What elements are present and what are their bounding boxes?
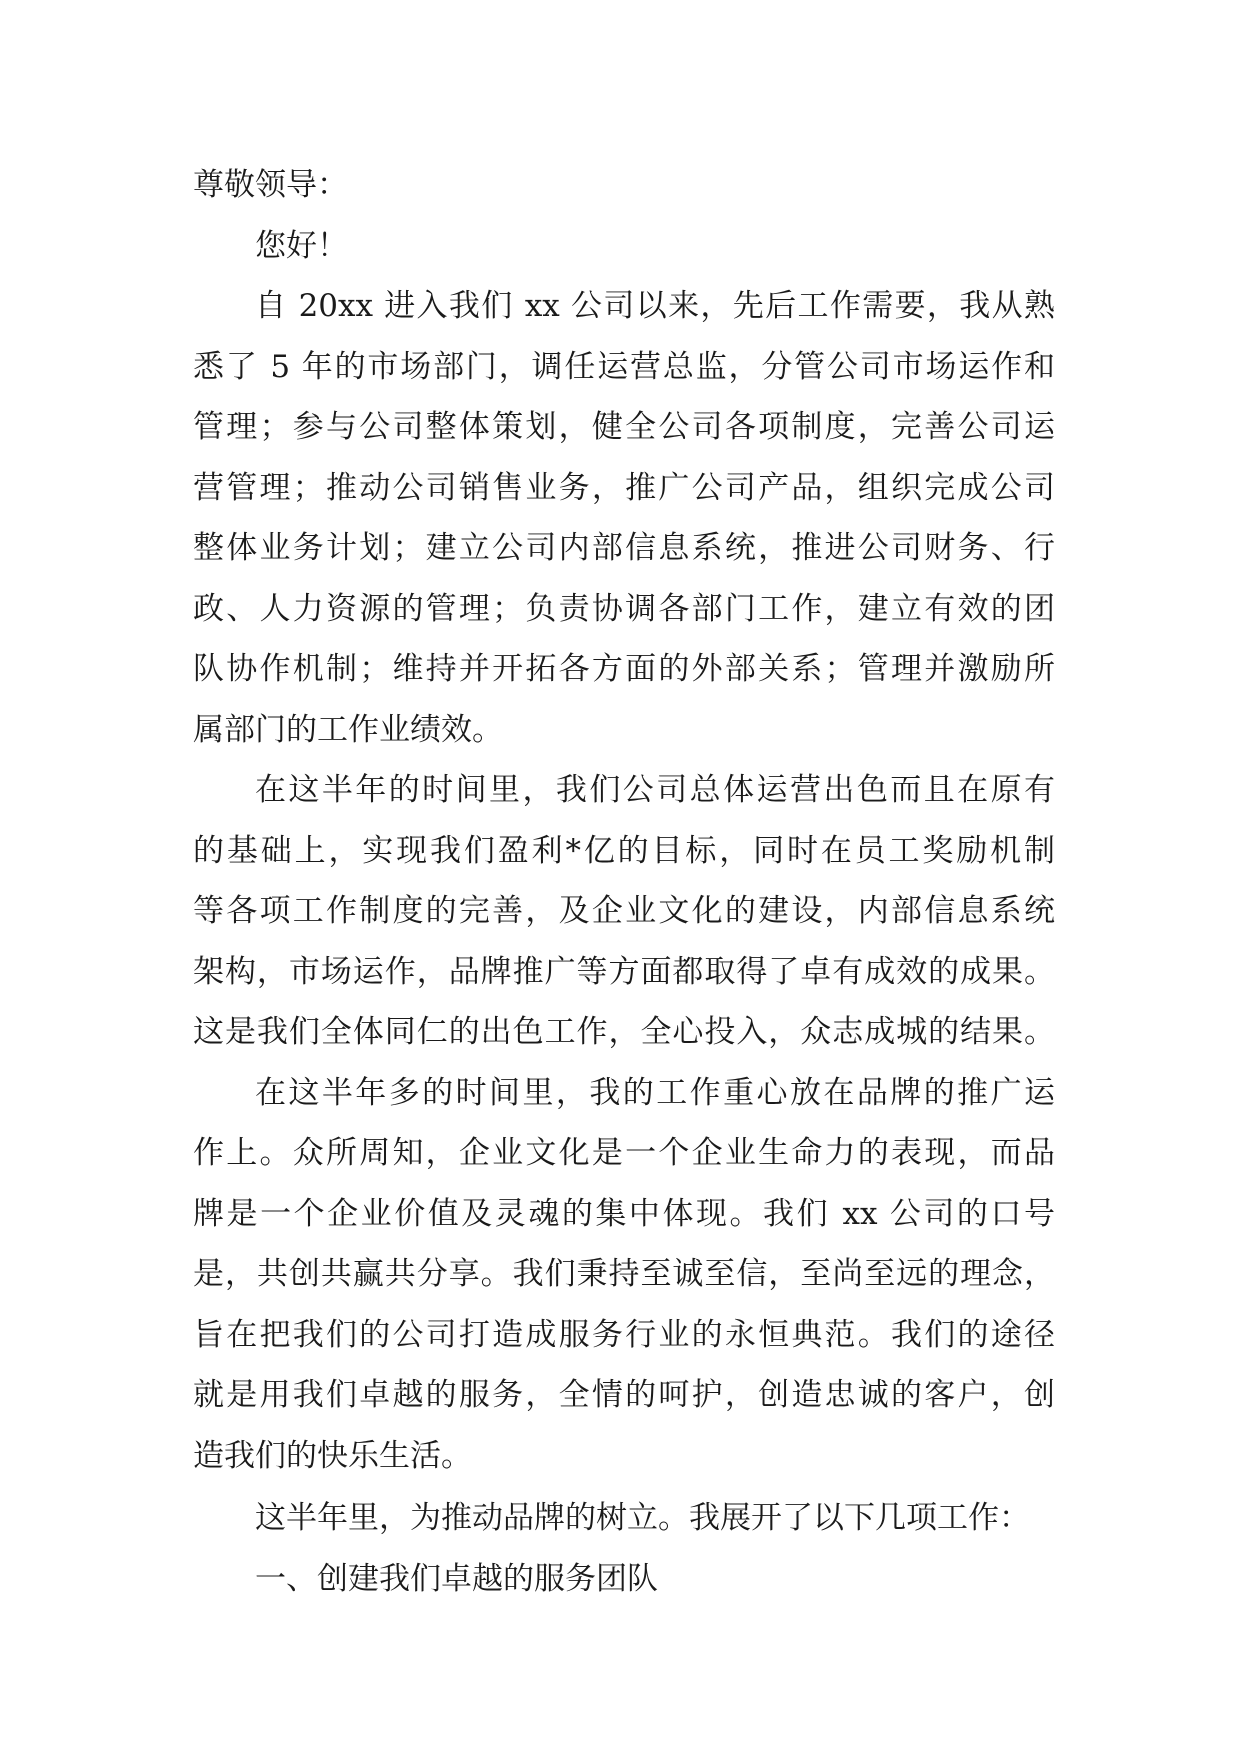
paragraph-line: 在这半年的时间里，我们公司总体运营出色而且在原有 [255, 772, 1055, 808]
greeting: 您好！ [255, 227, 348, 264]
paragraph-line: 政、人力资源的管理；负责协调各部门工作，建立有效的团 [193, 590, 1055, 627]
paragraph-line: 队协作机制；维持并开拓各方面的外部关系；管理并激励所 [193, 651, 1055, 687]
paragraph-line: 牌是一个企业价值及灵魂的集中体现。我们 xx 公司的口号 [193, 1195, 1055, 1232]
paragraph-line: 整体业务计划；建立公司内部信息系统，推进公司财务、行 [193, 530, 1055, 566]
paragraph-2 [193, 760, 1055, 1063]
letter-body [193, 155, 1055, 1609]
paragraph-line: 的基础上，实现我们盈利*亿的目标，同时在员工奖励机制 [193, 832, 1055, 869]
paragraph-line: 是，共创共赢共分享。我们秉持至诚至信，至尚至远的理念， [193, 1256, 1055, 1292]
paragraph-line: 作上。众所周知，企业文化是一个企业生命力的表现，而品 [193, 1135, 1055, 1171]
paragraph-1 [193, 276, 1055, 760]
paragraph-line: 悉了 5 年的市场部门，调任运营总监，分管公司市场运作和 [193, 348, 1055, 385]
paragraph-line: 就是用我们卓越的服务，全情的呵护，创造忠诚的客户，创 [193, 1377, 1055, 1413]
paragraph-line: 等各项工作制度的完善，及企业文化的建设，内部信息系统 [193, 893, 1055, 929]
paragraph-line: 在这半年多的时间里，我的工作重心放在品牌的推广运 [255, 1074, 1055, 1111]
paragraph-line: 架构，市场运作，品牌推广等方面都取得了卓有成效的成果。 [193, 953, 1055, 990]
paragraph-line: 管理；参与公司整体策划，健全公司各项制度，完善公司运 [193, 409, 1055, 445]
paragraph-line: 这半年里，为推动品牌的树立。我展开了以下几项工作： [255, 1500, 1030, 1536]
paragraph-line: 这是我们全体同仁的出色工作，全心投入，众志成城的结果。 [193, 1014, 1055, 1050]
paragraph-line: 旨在把我们的公司打造成服务行业的永恒典范。我们的途径 [193, 1316, 1055, 1353]
paragraph-line: 属部门的工作业绩效。 [193, 711, 503, 748]
salutation: 尊敬领导： [193, 167, 348, 203]
paragraph-line: 造我们的快乐生活。 [193, 1437, 472, 1474]
paragraph-line: 营管理；推动公司销售业务，推广公司产品，组织完成公司 [193, 469, 1055, 506]
paragraph-3 [193, 1063, 1055, 1487]
section-heading-1 [193, 1549, 1055, 1610]
paragraph-4 [193, 1488, 1055, 1549]
section-heading-line: 一、创建我们卓越的服务团队 [255, 1560, 658, 1597]
paragraph-line: 自 20xx 进入我们 xx 公司以来，先后工作需要，我从熟 [255, 288, 1055, 324]
